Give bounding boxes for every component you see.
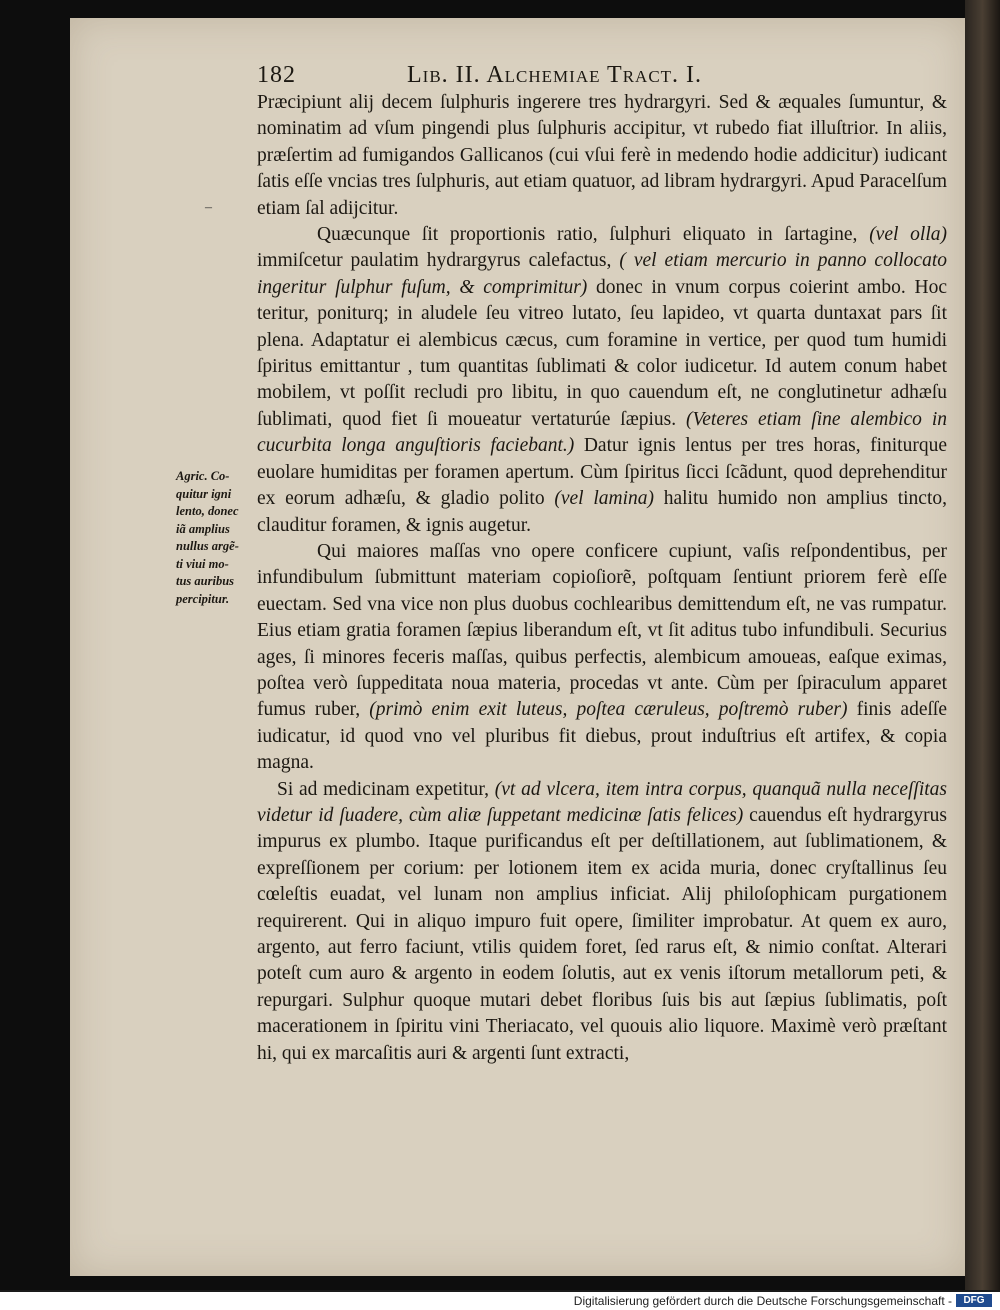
paragraph-2: Quæcunque ſit proportionis ratio, ſulphuri eliquato in ſartagine, (vel olla) immiſcetur paulatim hydrargyrus calefactus, ( vel etiam mercurio in panno collocato ingeritur ſulphur fuſum, & comprimitur) donec in vnum corpus coierint ambo. Hoc teritur, poniturq; in aludele ſeu vitreo lutato, ſeu lapideo, vt quarta duntaxat pars ſit plena. Adaptatur ei alembicus cæcus, cum foramine in vertice, per quod tum humidi ſpiritus emittantur , tum quantitas ſublimati & color iudicetur. Id autem conum habet mobilem, vt poſſit recludi pro libitu, in quo cauendum eſt, ne conglutinetur adhæſu ſublimati, quod fiet ſi moueatur vertaturúe ſæpius. (Veteres etiam ſine alembico in cucurbita longa anguſtioris faciebant.) Datur ignis lentus per tres horas, finiturque euolare humiditas per foramen apertum. Cùm ſpiritus ſicci ſcãdunt, quod deprehenditur ex eorum adhæſu, & gladio polito (vel lamina) halitu humido non amplius tincto, clauditur foramen, & ignis augetur. [257, 224, 948, 536]
funding-notice: Digitalisierung gefördert durch die Deutsche Forschungsgemeinschaft - [573, 1294, 952, 1308]
paragraph-1: Præcipiunt alij decem ſulphuris ingerere tres hydrargyri. Sed & æquales ſumuntur, & nominatim ad vſum pingendi plus ſulphuris accipitur, vt rubedo fiat illuſtrior. In aliis, præſertim ad fumigandos Gallicanos (cui vſui ferè in medendo hodie addicitur) iudicant ſatis eſſe vncias tres ſulphuris, aut etiam quatuor, ad libram hydrargyri. Apud Paracelſum etiam ſal adijcitur. [257, 92, 947, 219]
page-title: Lib. II. Alchemiae Tract. I. [407, 62, 703, 88]
page-number: 182 [257, 62, 296, 88]
margin-mark: – [205, 200, 212, 215]
marginal-line: ti viui mo- [176, 556, 229, 571]
dfg-logo[interactable]: DFG [956, 1294, 992, 1307]
marginal-line: lento, donec [176, 504, 239, 518]
book-edge [965, 0, 1000, 1290]
paragraph-3: Qui maiores maſſas vno opere conficere cupiunt, vaſis reſpondentibus, per infundibulum ſubmittunt materiam copioſiorẽ, poſtquam ſentiunt priorem ferè eſſe euectam. Sed vna vice non plus duobus cochlearibus demittendum eſt, ne vas rumpatur. Eius etiam gratia foramen ſæpius liberandum eſt, vt ſit aditus tubo infundibuli. Securius ages, ſi minores feceris maſſas, quibus perfectis, alembicum amoueas, eaſque eximas, poſtea verò ſuppeditata noua materia, procedas vt ante. Cùm per ſpiraculum apparet fumus ruber, (primò enim exit luteus, poſtea cæruleus, poſtremò ruber) finis adeſſe iudicatur, id quod vno vel pluribus fit diebus, prout induſtrius eſt artifex, & copia magna. [257, 540, 947, 774]
marginal-note [176, 468, 264, 608]
marginal-line: quitur igni [176, 486, 232, 501]
marginal-line: iã amplius [176, 521, 230, 536]
main-text [257, 90, 947, 1067]
paragraph-4: Si ad medicinam expetitur, (vt ad vlcera, item intra corpus, quanquã nulla neceſſitas videtur id ſuadere, cùm aliæ ſuppetant medicinæ ſatis felices) cauendus eſt hydrargyrus impurus ex plumbo. Itaque purificandus eſt per deſtillationem, aut ſublimationem, & expreſſionem per corium: per lotionem item ex acida muria, donec cryſtallinus ſeu cœleſtis euadat, vel lunam non amplius inficiat. Alij philoſophicam purgationem requirerent. Qui in aliquo impuro fuit opere, ſimiliter improbatur. At quem ex auro, argento, aut ferro faciunt, vtilis quidem foret, ſed rarus eſt, & nimio conſtat. Alterari poteſt cum auro & argento in eodem ſolutis, aut ex venis iſtorum metallorum peti, & repurgari. Sulphur quoque mutari debet floribus ſuis bis aut ſæpius ſublimatis, poſt macerationem in ſpiritu vini Theriacato, vel quouis alio liquore. Maximè verò præſtant hi, qui ex marcaſitis auri & argenti ſunt extracti, [257, 778, 948, 1064]
marginal-line: Agric. Co- [176, 469, 230, 483]
marginal-line: nullus argẽ- [176, 539, 239, 553]
marginal-line: percipitur. [176, 591, 230, 606]
footer-bar [0, 1292, 1000, 1310]
marginal-line: tus auribus [176, 574, 235, 588]
